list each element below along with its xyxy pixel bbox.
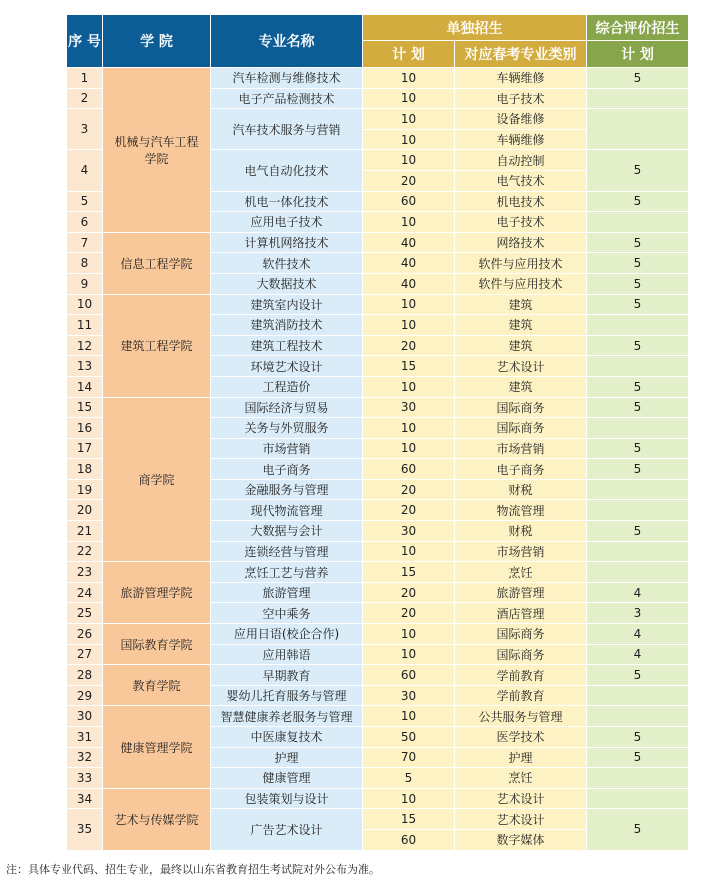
spring-exam-category: 艺术设计	[455, 788, 587, 809]
spring-exam-category: 护理	[455, 747, 587, 768]
comprehensive-plan-count: 4	[587, 624, 689, 645]
major-name: 软件技术	[211, 253, 363, 274]
college-name	[103, 624, 211, 665]
major-name: 护理	[211, 747, 363, 768]
comprehensive-plan-count: 5	[587, 665, 689, 686]
comprehensive-plan-count: 5	[587, 809, 689, 850]
college-name-line: 国际教育学院	[120, 637, 193, 652]
college-name-line: 艺术与传媒学院	[114, 812, 199, 827]
header-college: 学 院	[103, 15, 211, 68]
comprehensive-plan-count: 5	[587, 68, 689, 89]
single-plan-count: 20	[363, 170, 455, 191]
single-plan-count: 60	[363, 665, 455, 686]
single-plan-count: 5	[363, 768, 455, 789]
comprehensive-plan-count	[587, 212, 689, 233]
major-name: 连锁经营与管理	[211, 541, 363, 562]
single-plan-count: 10	[363, 88, 455, 109]
table-row	[67, 232, 689, 253]
row-number: 9	[67, 273, 103, 294]
comprehensive-plan-count	[587, 356, 689, 377]
single-plan-count: 60	[363, 829, 455, 850]
table-row	[67, 397, 689, 418]
row-number: 31	[67, 727, 103, 748]
spring-exam-category: 电子技术	[455, 212, 587, 233]
major-name: 大数据技术	[211, 273, 363, 294]
row-number: 30	[67, 706, 103, 727]
comprehensive-plan-count	[587, 418, 689, 439]
spring-exam-category: 市场营销	[455, 541, 587, 562]
row-number: 18	[67, 459, 103, 480]
footnote: 注：具体专业代码、招生专业，最终以山东省教育招生考试院对外公布为准。	[6, 863, 380, 876]
college-name-line: 信息工程学院	[120, 256, 193, 271]
row-number: 8	[67, 253, 103, 274]
row-number: 21	[67, 521, 103, 542]
table-row	[67, 68, 689, 89]
spring-exam-category: 软件与应用技术	[455, 273, 587, 294]
comprehensive-plan-count	[587, 109, 689, 150]
spring-exam-category: 烹饪	[455, 562, 587, 583]
row-number: 19	[67, 479, 103, 500]
row-number: 12	[67, 335, 103, 356]
row-number: 10	[67, 294, 103, 315]
major-name: 环境艺术设计	[211, 356, 363, 377]
header-comprehensive-plan: 计 划	[587, 41, 689, 68]
row-number: 34	[67, 788, 103, 809]
spring-exam-category: 机电技术	[455, 191, 587, 212]
comprehensive-plan-count: 5	[587, 294, 689, 315]
spring-exam-category: 财税	[455, 521, 587, 542]
comprehensive-plan-count	[587, 541, 689, 562]
comprehensive-plan-count: 5	[587, 397, 689, 418]
spring-exam-category: 艺术设计	[455, 809, 587, 830]
spring-exam-category: 建筑	[455, 315, 587, 336]
comprehensive-plan-count	[587, 788, 689, 809]
row-number: 4	[67, 150, 103, 191]
major-name: 大数据与会计	[211, 521, 363, 542]
college-name	[103, 68, 211, 233]
college-name-line: 建筑工程学院	[120, 339, 193, 354]
major-name: 应用日语(校企合作)	[211, 624, 363, 645]
spring-exam-category: 自动控制	[455, 150, 587, 171]
comprehensive-plan-count: 4	[587, 644, 689, 665]
single-plan-count: 30	[363, 521, 455, 542]
row-number: 25	[67, 603, 103, 624]
major-name: 金融服务与管理	[211, 479, 363, 500]
comprehensive-plan-count: 4	[587, 582, 689, 603]
row-number: 15	[67, 397, 103, 418]
spring-exam-category: 建筑	[455, 294, 587, 315]
spring-exam-category: 建筑	[455, 335, 587, 356]
major-name: 建筑室内设计	[211, 294, 363, 315]
spring-exam-category: 市场营销	[455, 438, 587, 459]
table-row	[67, 665, 689, 686]
comprehensive-plan-count: 5	[587, 747, 689, 768]
single-plan-count: 15	[363, 562, 455, 583]
table-row	[67, 788, 689, 809]
header-single-plan: 计 划	[363, 41, 455, 68]
comprehensive-plan-count: 5	[587, 727, 689, 748]
comprehensive-plan-count	[587, 706, 689, 727]
comprehensive-plan-count	[587, 685, 689, 706]
major-name: 汽车技术服务与营销	[211, 109, 363, 150]
college-name	[103, 562, 211, 624]
major-name: 应用电子技术	[211, 212, 363, 233]
single-plan-count: 20	[363, 500, 455, 521]
spring-exam-category: 财税	[455, 479, 587, 500]
single-plan-count: 70	[363, 747, 455, 768]
row-number: 13	[67, 356, 103, 377]
comprehensive-plan-count: 5	[587, 191, 689, 212]
major-name: 中医康复技术	[211, 727, 363, 748]
header-single-enrollment: 单独招生	[363, 15, 587, 41]
major-name: 旅游管理	[211, 582, 363, 603]
table-row	[67, 294, 689, 315]
row-number: 32	[67, 747, 103, 768]
spring-exam-category: 旅游管理	[455, 582, 587, 603]
single-plan-count: 30	[363, 397, 455, 418]
college-name	[103, 232, 211, 294]
row-number: 28	[67, 665, 103, 686]
major-name: 现代物流管理	[211, 500, 363, 521]
single-plan-count: 10	[363, 212, 455, 233]
single-plan-count: 10	[363, 315, 455, 336]
spring-exam-category: 国际商务	[455, 624, 587, 645]
single-plan-count: 10	[363, 150, 455, 171]
single-plan-count: 10	[363, 294, 455, 315]
single-plan-count: 20	[363, 479, 455, 500]
major-name: 健康管理	[211, 768, 363, 789]
spring-exam-category: 电子商务	[455, 459, 587, 480]
major-name: 烹饪工艺与营养	[211, 562, 363, 583]
row-number: 35	[67, 809, 103, 850]
spring-exam-category: 软件与应用技术	[455, 253, 587, 274]
single-plan-count: 40	[363, 232, 455, 253]
enrollment-table	[66, 14, 689, 851]
major-name: 电子商务	[211, 459, 363, 480]
spring-exam-category: 国际商务	[455, 644, 587, 665]
college-name-line: 教育学院	[132, 678, 181, 693]
major-name: 空中乘务	[211, 603, 363, 624]
major-name: 电子产品检测技术	[211, 88, 363, 109]
row-number: 7	[67, 232, 103, 253]
single-plan-count: 15	[363, 809, 455, 830]
row-number: 14	[67, 376, 103, 397]
spring-exam-category: 车辆维修	[455, 68, 587, 89]
comprehensive-plan-count	[587, 315, 689, 336]
single-plan-count: 10	[363, 418, 455, 439]
comprehensive-plan-count	[587, 479, 689, 500]
college-name	[103, 706, 211, 788]
college-name-line: 机械与汽车工程	[114, 134, 199, 149]
college-name-line: 商学院	[138, 472, 175, 487]
college-name	[103, 788, 211, 850]
row-number: 3	[67, 109, 103, 150]
comprehensive-plan-count: 5	[587, 521, 689, 542]
row-number: 5	[67, 191, 103, 212]
spring-exam-category: 电子技术	[455, 88, 587, 109]
major-name: 广告艺术设计	[211, 809, 363, 850]
comprehensive-plan-count: 5	[587, 232, 689, 253]
comprehensive-plan-count: 5	[587, 335, 689, 356]
comprehensive-plan-count: 5	[587, 376, 689, 397]
comprehensive-plan-count	[587, 88, 689, 109]
comprehensive-plan-count: 5	[587, 459, 689, 480]
college-name	[103, 294, 211, 397]
major-name: 包装策划与设计	[211, 788, 363, 809]
major-name: 智慧健康养老服务与管理	[211, 706, 363, 727]
row-number: 16	[67, 418, 103, 439]
single-plan-count: 60	[363, 459, 455, 480]
comprehensive-plan-count: 5	[587, 253, 689, 274]
college-name-line: 学院	[144, 151, 169, 166]
spring-exam-category: 艺术设计	[455, 356, 587, 377]
single-plan-count: 10	[363, 541, 455, 562]
header-major: 专业名称	[211, 15, 363, 68]
row-number: 11	[67, 315, 103, 336]
comprehensive-plan-count	[587, 768, 689, 789]
table-body	[67, 68, 689, 851]
spring-exam-category: 国际商务	[455, 418, 587, 439]
spring-exam-category: 医学技术	[455, 727, 587, 748]
single-plan-count: 60	[363, 191, 455, 212]
single-plan-count: 10	[363, 624, 455, 645]
major-name: 机电一体化技术	[211, 191, 363, 212]
row-number: 24	[67, 582, 103, 603]
spring-exam-category: 学前教育	[455, 665, 587, 686]
single-plan-count: 10	[363, 706, 455, 727]
spring-exam-category: 车辆维修	[455, 129, 587, 150]
spring-exam-category: 建筑	[455, 376, 587, 397]
spring-exam-category: 公共服务与管理	[455, 706, 587, 727]
spring-exam-category: 烹饪	[455, 768, 587, 789]
spring-exam-category: 国际商务	[455, 397, 587, 418]
spring-exam-category: 酒店管理	[455, 603, 587, 624]
table-row	[67, 624, 689, 645]
table-row	[67, 562, 689, 583]
major-name: 应用韩语	[211, 644, 363, 665]
row-number: 6	[67, 212, 103, 233]
major-name: 电气自动化技术	[211, 150, 363, 191]
single-plan-count: 20	[363, 582, 455, 603]
single-plan-count: 10	[363, 438, 455, 459]
row-number: 22	[67, 541, 103, 562]
single-plan-count: 10	[363, 129, 455, 150]
row-number: 17	[67, 438, 103, 459]
row-number: 2	[67, 88, 103, 109]
comprehensive-plan-count: 5	[587, 150, 689, 191]
header-spring-exam-category: 对应春考专业类别	[455, 41, 587, 68]
single-plan-count: 15	[363, 356, 455, 377]
header-no: 序 号	[67, 15, 103, 68]
major-name: 建筑工程技术	[211, 335, 363, 356]
spring-exam-category: 电气技术	[455, 170, 587, 191]
row-number: 26	[67, 624, 103, 645]
single-plan-count: 10	[363, 788, 455, 809]
row-number: 33	[67, 768, 103, 789]
college-name	[103, 397, 211, 562]
row-number: 20	[67, 500, 103, 521]
college-name	[103, 665, 211, 706]
major-name: 婴幼儿托育服务与管理	[211, 685, 363, 706]
single-plan-count: 10	[363, 376, 455, 397]
header-comprehensive-enrollment: 综合评价招生	[587, 15, 689, 41]
row-number: 27	[67, 644, 103, 665]
table-row	[67, 706, 689, 727]
comprehensive-plan-count: 3	[587, 603, 689, 624]
single-plan-count: 40	[363, 273, 455, 294]
single-plan-count: 20	[363, 335, 455, 356]
spring-exam-category: 物流管理	[455, 500, 587, 521]
row-number: 1	[67, 68, 103, 89]
major-name: 市场营销	[211, 438, 363, 459]
major-name: 早期教育	[211, 665, 363, 686]
comprehensive-plan-count	[587, 500, 689, 521]
single-plan-count: 10	[363, 644, 455, 665]
single-plan-count: 10	[363, 109, 455, 130]
major-name: 工程造价	[211, 376, 363, 397]
major-name: 计算机网络技术	[211, 232, 363, 253]
major-name: 关务与外贸服务	[211, 418, 363, 439]
spring-exam-category: 设备维修	[455, 109, 587, 130]
single-plan-count: 50	[363, 727, 455, 748]
college-name-line: 健康管理学院	[120, 740, 193, 755]
spring-exam-category: 数字媒体	[455, 829, 587, 850]
comprehensive-plan-count: 5	[587, 438, 689, 459]
row-number: 23	[67, 562, 103, 583]
spring-exam-category: 学前教育	[455, 685, 587, 706]
major-name: 建筑消防技术	[211, 315, 363, 336]
major-name: 汽车检测与维修技术	[211, 68, 363, 89]
comprehensive-plan-count: 5	[587, 273, 689, 294]
major-name: 国际经济与贸易	[211, 397, 363, 418]
college-name-line: 旅游管理学院	[120, 586, 193, 601]
comprehensive-plan-count	[587, 562, 689, 583]
single-plan-count: 30	[363, 685, 455, 706]
spring-exam-category: 网络技术	[455, 232, 587, 253]
single-plan-count: 10	[363, 68, 455, 89]
row-number: 29	[67, 685, 103, 706]
single-plan-count: 40	[363, 253, 455, 274]
single-plan-count: 20	[363, 603, 455, 624]
